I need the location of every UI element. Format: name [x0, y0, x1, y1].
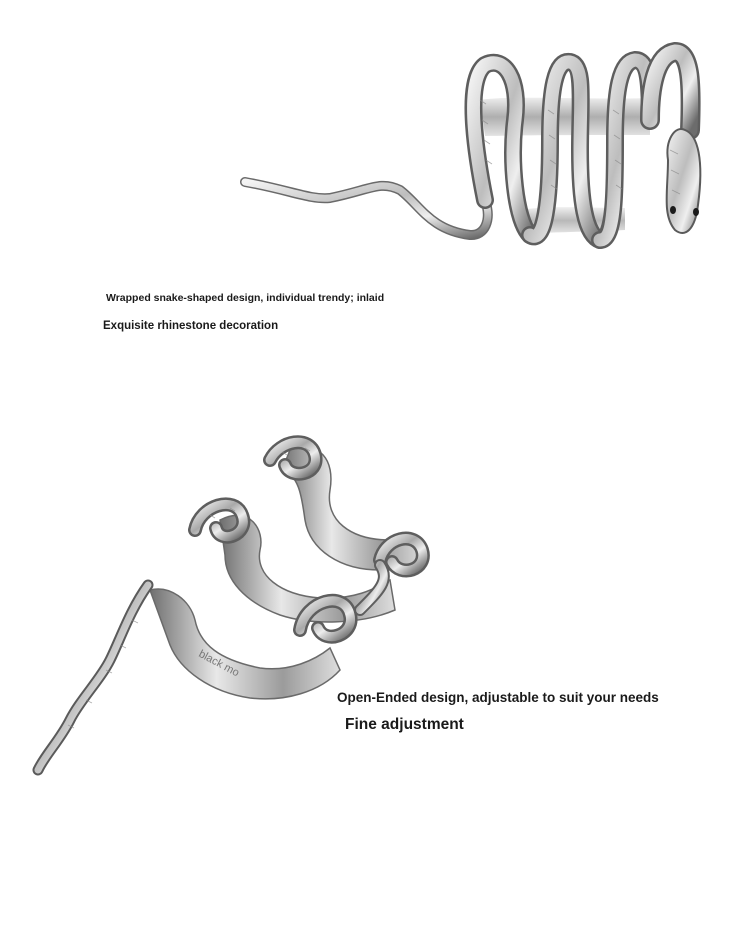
caption-snake-design: Wrapped snake-shaped design, individual trendy; inlaid	[106, 292, 385, 304]
caption-rhinestone: Exquisite rhinestone decoration	[103, 320, 279, 332]
snake-cuff-open-illustration	[20, 420, 470, 790]
caption-fine-adjustment: Fine adjustment	[345, 716, 464, 733]
snake-cuff-side-illustration	[230, 40, 720, 260]
engraved-brand-mark: black mo	[196, 648, 242, 680]
caption-open-ended: Open-Ended design, adjustable to suit your needs	[337, 690, 659, 705]
product-photo-top	[230, 40, 720, 260]
product-photo-bottom	[20, 420, 470, 790]
